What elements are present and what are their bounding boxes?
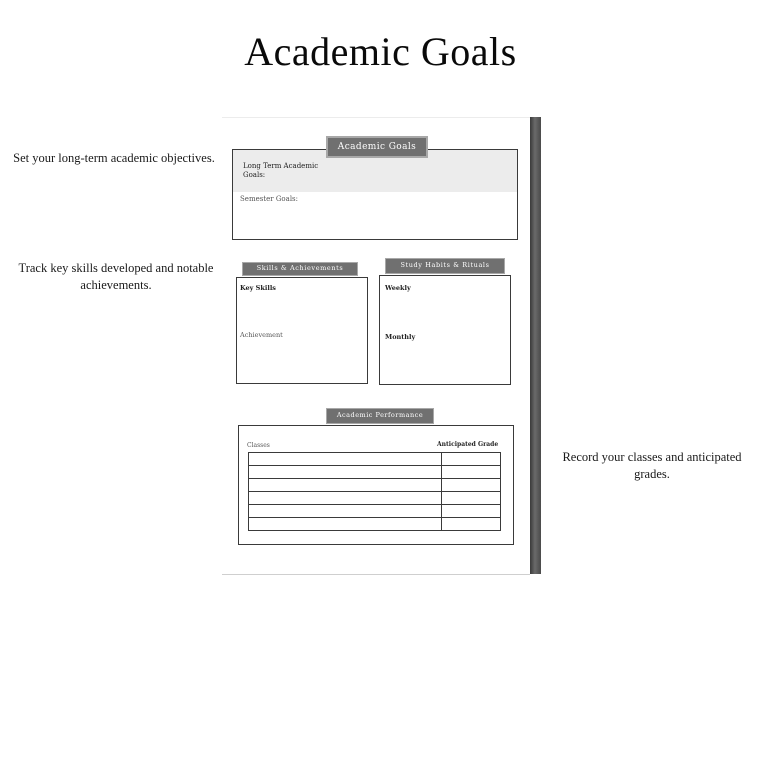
grade-cell: [442, 518, 501, 531]
grade-cell: [442, 453, 501, 466]
class-cell: [249, 492, 442, 505]
class-cell: [249, 505, 442, 518]
academic-performance-tab: Academic Performance: [326, 408, 434, 424]
study-habits-box: [379, 275, 511, 385]
planner-spine: [530, 117, 541, 574]
study-habits-tab: Study Habits & Rituals: [385, 258, 505, 274]
classes-header: Classes: [247, 442, 270, 449]
class-cell: [249, 479, 442, 492]
grades-table: [248, 452, 501, 531]
monthly-label: Monthly: [385, 333, 416, 341]
page-title: Academic Goals: [244, 29, 517, 74]
grade-row: [249, 479, 501, 492]
grade-cell: [442, 492, 501, 505]
grade-row: [249, 505, 501, 518]
grade-cell: [442, 479, 501, 492]
weekly-label: Weekly: [385, 284, 411, 292]
key-skills-label: Key Skills: [240, 284, 276, 292]
skills-achievements-box: [236, 277, 368, 384]
annotation-performance: Record your classes and anticipated grades.: [562, 450, 742, 481]
grade-row: [249, 453, 501, 466]
semester-goals-label: Semester Goals:: [240, 195, 299, 203]
academic-goals-tab: Academic Goals: [326, 136, 428, 158]
class-cell: [249, 466, 442, 479]
academic-performance-box: [238, 425, 514, 545]
class-cell: [249, 518, 442, 531]
class-cell: [249, 453, 442, 466]
grade-cell: [442, 466, 501, 479]
grade-cell: [442, 505, 501, 518]
grade-row: [249, 492, 501, 505]
annotation-academic-goals: Set your long-term academic objectives.: [13, 151, 215, 165]
annotation-skills: Track key skills developed and notable achievements.: [18, 261, 214, 292]
skills-achievements-tab: Skills & Achievements: [242, 262, 358, 276]
long-term-goals-label: Long Term Academic Goals:: [243, 162, 319, 179]
anticipated-grade-header: Anticipated Grade: [437, 441, 499, 448]
grade-row: [249, 466, 501, 479]
academic-goals-box: [232, 149, 518, 240]
grade-row: [249, 518, 501, 531]
planner-page-preview: [222, 117, 530, 575]
achievement-label: Achievement: [240, 331, 283, 339]
